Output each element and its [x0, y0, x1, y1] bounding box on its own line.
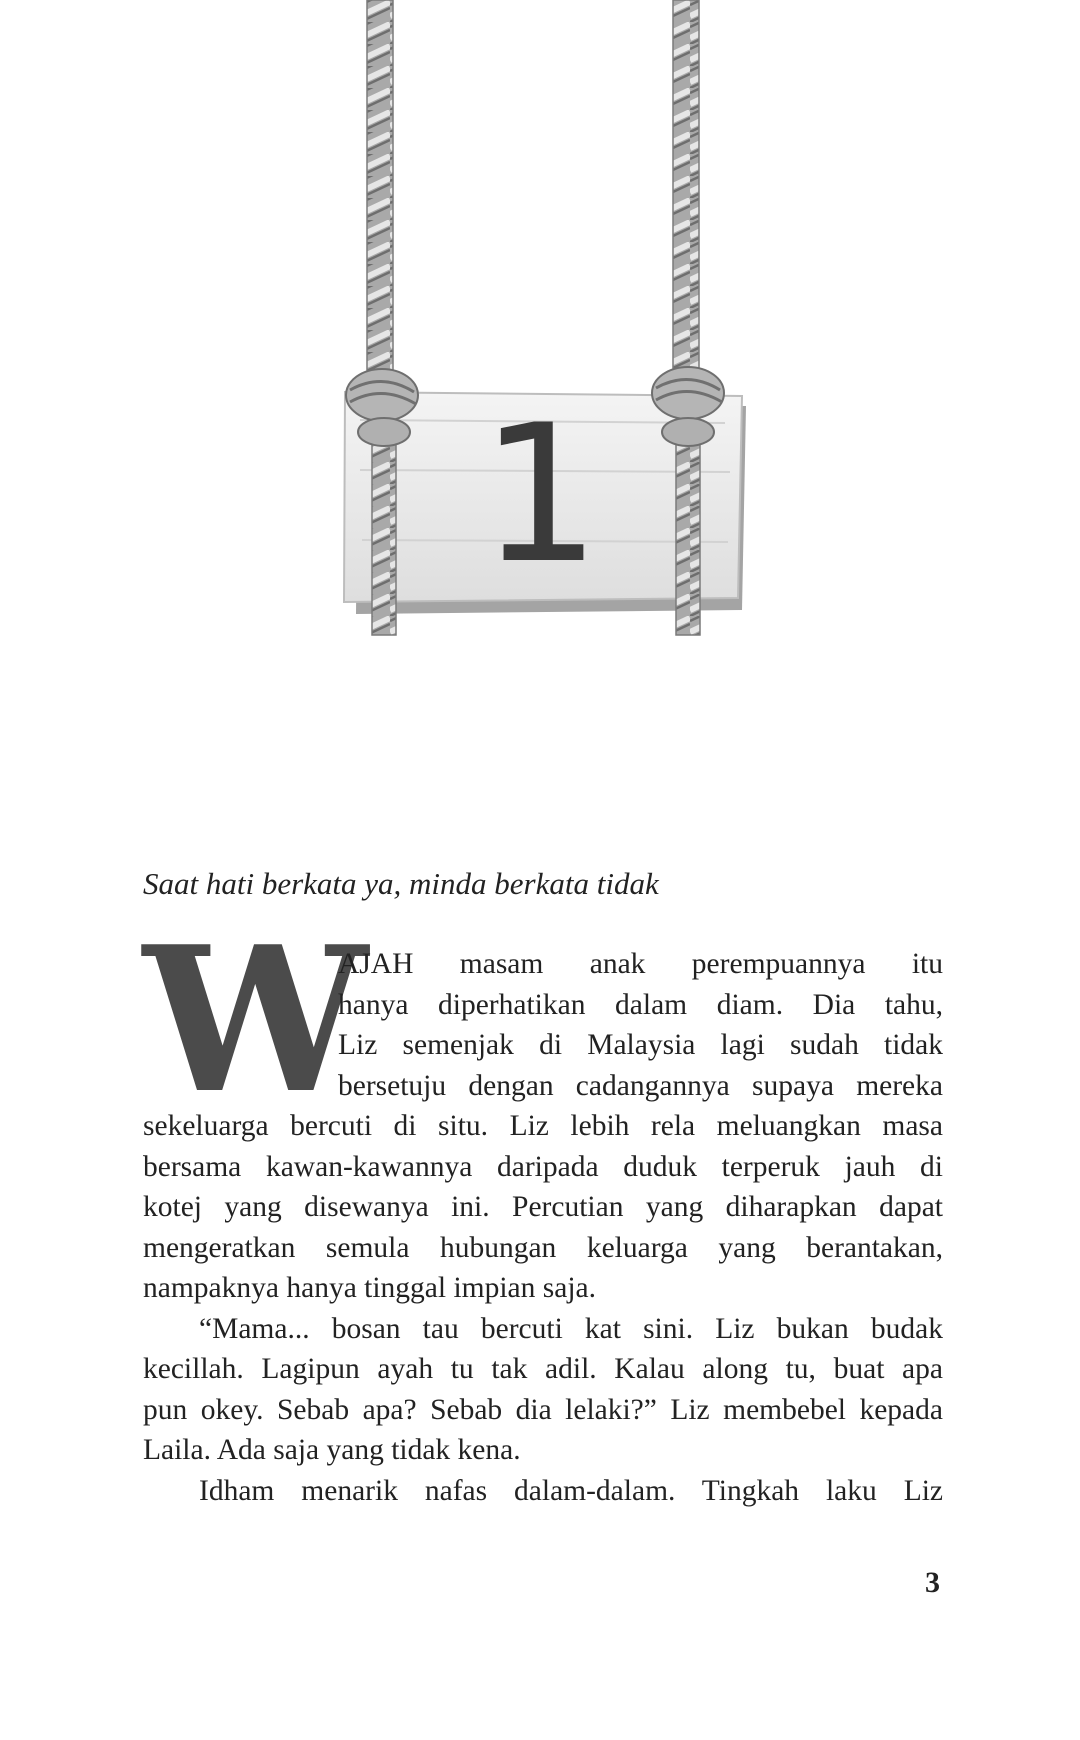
left-rope [367, 0, 393, 385]
text-line: mengeratkan semula hubungan keluarga yang berantakan, [143, 1231, 943, 1264]
body-text [143, 944, 943, 1511]
text-line: nampaknya hanya tinggal impian saja. [143, 1272, 597, 1304]
text-line: Idham menarik nafas dalam-dalam. Tingkah laku Liz [199, 1474, 943, 1507]
text-line: bersama kawan-kawannya daripada duduk terperuk jauh di [143, 1150, 943, 1183]
text-line: Laila. Ada saja yang tidak kena. [143, 1434, 521, 1466]
text-line: “Mama... bosan tau bercuti kat sini. Liz bukan budak [199, 1312, 943, 1345]
page-number: 3 [925, 1566, 940, 1599]
right-rope [673, 0, 699, 385]
text-line: kecillah. Lagipun ayah tu tak adil. Kalau along tu, buat apa [143, 1353, 943, 1385]
text-line: bersetuju dengan cadangannya supaya mereka [338, 1069, 943, 1102]
chapter-number: 1 [480, 384, 601, 605]
text-line: Liz semenjak di Malaysia lagi sudah tidak [338, 1029, 943, 1061]
chapter-epigraph: Saat hati berkata ya, minda berkata tidak [143, 866, 659, 901]
text-line: pun okey. Sebab apa? Sebab dia lelaki?” Liz membebel kepada [143, 1393, 943, 1426]
text-line: sekeluarga bercuti di situ. Liz lebih rela meluangkan masa [143, 1110, 943, 1142]
text-line: hanya diperhatikan dalam diam. Dia tahu, [338, 988, 943, 1021]
drop-cap: W [143, 903, 362, 1138]
text-line: kotej yang disewanya ini. Percutian yang diharapkan dapat [143, 1191, 943, 1223]
text-line: AJAH masam anak perempuannya itu [338, 948, 943, 980]
